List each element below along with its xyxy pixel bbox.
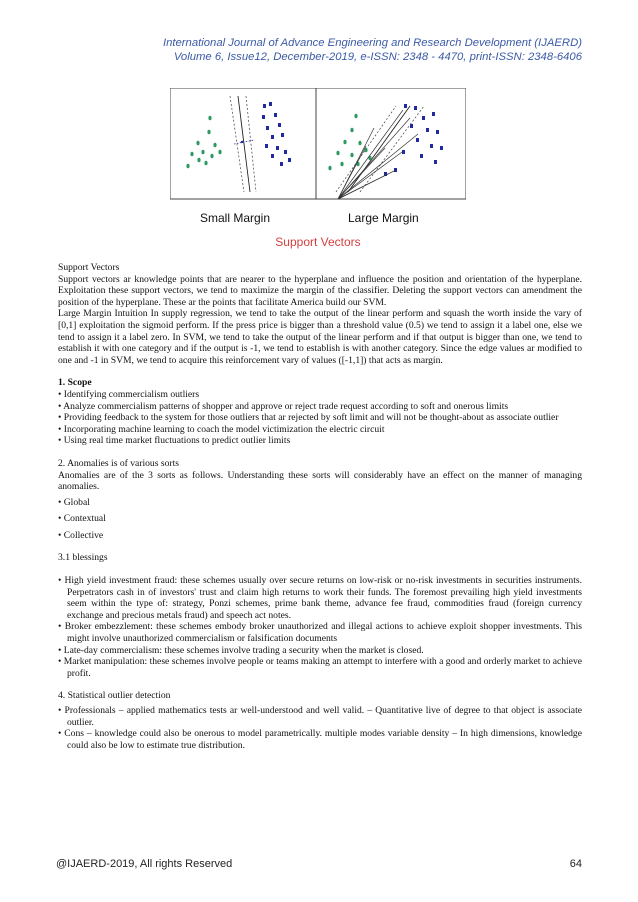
svm-margin-figure: [170, 88, 466, 263]
list-item: • Incorporating machine learning to coach the model victimization the electric circuit: [58, 423, 385, 435]
list-item: • Global: [58, 496, 90, 508]
section-title: 3.1 blessings: [58, 552, 108, 564]
support-vector-dot: [241, 141, 243, 143]
margin-line: [360, 106, 424, 192]
margin-line: [246, 96, 256, 192]
margin-line: [230, 96, 244, 192]
journal-volume: Volume 6, Issue12, December-2019, e-ISSN: 2348 - 4470, print-ISSN: 2348-6406: [173, 51, 582, 63]
paragraph: Large Margin Intuition In supply regression, we tend to take the output of the linear perform and squash the worth inside the vary of [0,1] exploitation the sigmoid perform. If the press price is bigger than a threshold value (0.5) we tend to assign it a label one, else we tend to assign it a label zero. In SVM, we tend to take the output of the linear perform and if that output is bigger than one, we tend to establish it with one category and if the output is -1, we tend to establish is with another category. Since the edge values ar modified to one and -1 in SVM, we tend to acquire this reinforcement vary of values ([-1,1]) that acts as margin.: [58, 308, 582, 366]
journal-header: [0, 36, 638, 64]
list-item: • High yield investment fraud: these schemes usually over secure returns on low-risk or no-risk investments in securities instruments. Perpetrators cash in of investors' trust and claim high returns to work their funds. The foremost prevailing high yield investments seem within the type of: strategy, Ponzi schemes, prime bank theme, advance fee fraud, commodities fraud (foreign currency exchange and precious metals fraud) and speech act notes.: [58, 575, 582, 621]
list-item: • Cons – knowledge could also be onerous to model parametrically. multiple modes variable density – In high dimensions, knowledge could also be low to estimate true distribution.: [58, 728, 582, 751]
journal-title: International Journal of Advance Engineering and Research Development (IJAERD): [162, 37, 582, 49]
small-margin-label: Small Margin: [200, 211, 271, 225]
list-item: • Analyze commercialism patterns of shopper and approve or reject trade request according to soft and onerous limits: [58, 400, 509, 412]
figure-caption: Support Vectors: [275, 235, 361, 249]
paragraph: Anomalies are of the 3 sorts as follows. Understanding these sorts will considerably have an effect on the manner of managing anomalies.: [58, 469, 582, 493]
paragraph: Support vectors ar knowledge points that are nearer to the hyperplane and influence the position and orientation of the hyperplane. Exploitation these support vectors, we tend to maximize the margin of the classifier. Deleting the support vectors can amendment the position of the hyperplane. These ar the points that facilitate America build our SVM.: [58, 273, 582, 308]
article-body: [58, 262, 582, 751]
list-item: • Market manipulation: these schemes involve people or teams making an attempt to interfere with a good and orderly market to achieve profit.: [58, 656, 582, 679]
list-item: • Using real time market fluctuations to predict outlier limits: [58, 435, 291, 447]
section-title: 4. Statistical outlier detection: [58, 690, 171, 702]
page-number: 64: [569, 858, 582, 870]
hyperplane-line: [348, 106, 410, 192]
class-b-points: [262, 102, 291, 166]
hyperplane-line: [238, 96, 250, 192]
class-b-points: [384, 104, 443, 176]
list-item: • Providing feedback to the system for those outliers that ar rejected by soft limit and will not be thought-about as associate outlier: [58, 412, 559, 424]
list-item: • Broker embezzlement: these schemes embody broker unauthorized and illegal actions to achieve exploit shopper investments. This might involve unauthorized commercialism or falsification documents: [58, 621, 582, 645]
page-footer: [56, 858, 582, 870]
list-item: • Professionals – applied mathematics tests ar well-understood and well valid. – Quantitative live of degree to that object is associate outlier.: [58, 705, 582, 728]
large-margin-label: Large Margin: [348, 211, 419, 225]
list-item: • Identifying commercialism outliers: [58, 388, 200, 400]
section-title: 2. Anomalies is of various sorts: [58, 457, 179, 469]
copyright: @IJAERD-2019, All rights Reserved: [56, 858, 233, 870]
paragraph-heading: Support Vectors: [58, 262, 120, 273]
section-title: 1. Scope: [58, 377, 92, 389]
support-vector-pointers: [338, 110, 418, 199]
class-a-points: [186, 116, 221, 169]
list-item: • Contextual: [58, 513, 106, 525]
list-item: • Late-day commercialism: these schemes involve trading a security when the market is closed.: [58, 644, 424, 656]
list-item: • Collective: [58, 529, 104, 541]
large-margin-panel: [328, 104, 443, 192]
small-margin-panel: [186, 96, 291, 192]
